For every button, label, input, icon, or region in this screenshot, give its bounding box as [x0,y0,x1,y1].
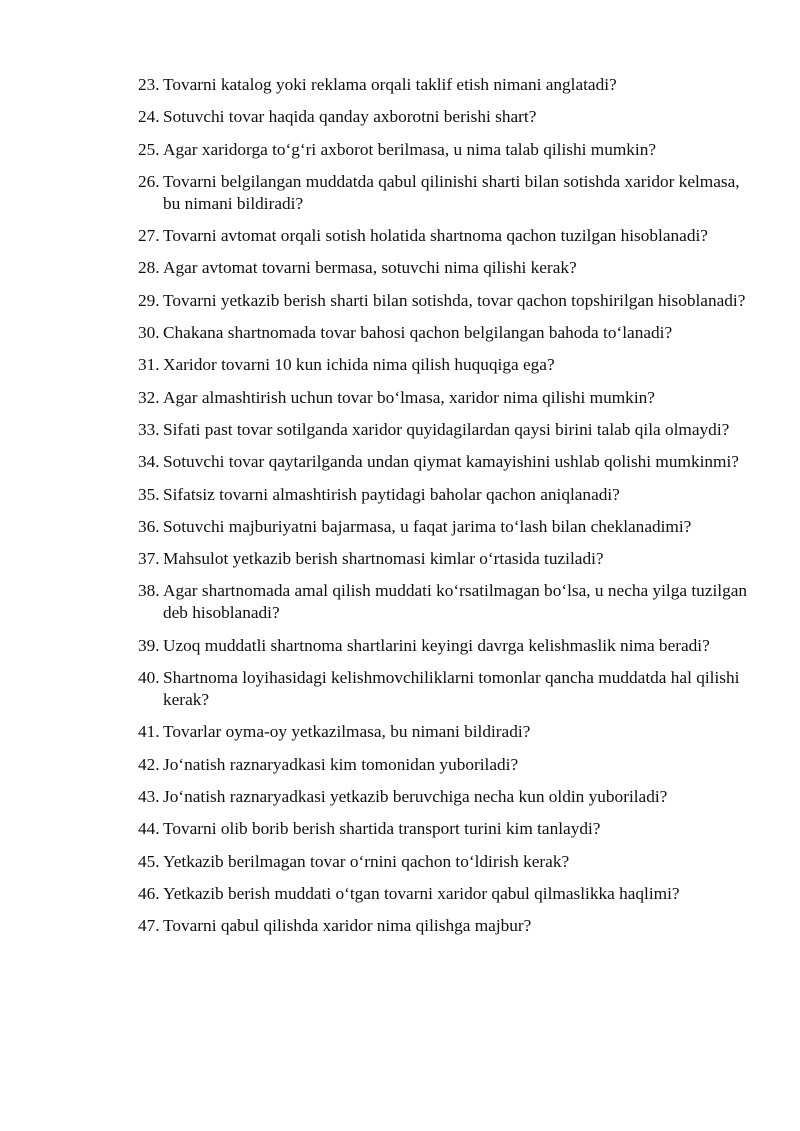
question-text: Yetkazib berish muddati o‘tgan tovarni xaridor qabul qilmaslikka haqlimi? [163,883,680,903]
question-number: 42. [138,754,160,774]
question-item [138,635,748,657]
question-text: Tovarni olib borib berish shartida transport turini kim tanlaydi? [163,819,601,839]
question-text: Sifati past tovar sotilganda xaridor quyidagilardan qaysi birini talab qila olmaydi? [163,419,730,439]
question-number: 40. [138,668,160,688]
question-item [138,754,748,776]
question-number: 45. [138,851,160,871]
question-text: Tovarni qabul qilishda xaridor nima qilishga majbur? [163,916,532,936]
question-item [138,451,748,473]
question-item [138,354,748,376]
question-item [138,667,748,711]
question-text: Xaridor tovarni 10 kun ichida nima qilish huquqiga ega? [163,355,555,375]
question-text: Sifatsiz tovarni almashtirish paytidagi baholar qachon aniqlanadi? [163,484,620,504]
question-item [138,721,748,743]
question-item [138,484,748,506]
question-text: Yetkazib berilmagan tovar o‘rnini qachon to‘ldirish kerak? [163,851,570,871]
question-number: 41. [138,722,160,742]
question-list [138,74,748,947]
question-number: 29. [138,290,160,310]
question-text: Agar avtomat tovarni bermasa, sotuvchi nima qilishi kerak? [163,258,577,278]
question-text: Tovarni avtomat orqali sotish holatida shartnoma qachon tuzilgan hisoblanadi? [163,226,708,246]
question-text: Chakana shartnomada tovar bahosi qachon belgilangan bahoda to‘lanadi? [163,323,673,343]
question-item [138,851,748,873]
question-item [138,786,748,808]
question-item [138,171,748,215]
question-item [138,883,748,905]
question-number: 34. [138,452,160,472]
question-number: 43. [138,786,160,806]
question-text: Agar almashtirish uchun tovar bo‘lmasa, xaridor nima qilishi mumkin? [163,387,655,407]
question-number: 23. [138,75,160,94]
question-text: Jo‘natish raznaryadkasi yetkazib beruvchiga necha kun oldin yuboriladi? [163,786,668,806]
question-text: Sotuvchi majburiyatni bajarmasa, u faqat jarima to‘lash bilan cheklanadimi? [163,516,692,536]
question-text: Tovarlar oyma-oy yetkazilmasa, bu nimani bildiradi? [163,722,531,742]
question-text: Uzoq muddatli shartnoma shartlarini keyingi davrga kelishmaslik nima beradi? [163,635,710,655]
question-number: 44. [138,819,160,839]
question-text: Sotuvchi tovar qaytarilganda undan qiymat kamayishini ushlab qolishi mumkinmi? [163,452,739,472]
question-number: 38. [138,581,160,601]
question-number: 32. [138,387,160,407]
question-text: Tovarni katalog yoki reklama orqali taklif etish nimani anglatadi? [163,75,617,94]
question-item [138,915,748,937]
question-number: 31. [138,355,160,375]
question-number: 47. [138,916,160,936]
question-item [138,516,748,538]
question-item [138,580,748,624]
question-number: 26. [138,171,160,191]
question-number: 37. [138,549,160,569]
question-text: Mahsulot yetkazib berish shartnomasi kimlar o‘rtasida tuziladi? [163,549,604,569]
question-item [138,387,748,409]
question-number: 27. [138,226,160,246]
question-number: 28. [138,258,160,278]
question-number: 30. [138,323,160,343]
question-text: Tovarni yetkazib berish sharti bilan sotishda, tovar qachon topshirilgan hisoblanadi? [163,290,746,310]
question-number: 33. [138,419,160,439]
question-item [138,225,748,247]
question-item [138,106,748,128]
question-item [138,548,748,570]
question-item [138,419,748,441]
question-text: Tovarni belgilangan muddatda qabul qilinishi sharti bilan sotishda xaridor kelmasa, bu nimani bildiradi? [163,171,740,213]
question-number: 36. [138,516,160,536]
question-text: Sotuvchi tovar haqida qanday axborotni berishi shart? [163,107,537,127]
question-item [138,139,748,161]
question-number: 25. [138,139,160,159]
question-text: Shartnoma loyihasidagi kelishmovchiliklarni tomonlar qancha muddatda hal qilishi kerak? [163,668,740,710]
question-number: 39. [138,635,160,655]
question-item [138,74,748,96]
question-item [138,322,748,344]
question-item [138,290,748,312]
question-item [138,818,748,840]
question-text: Agar shartnomada amal qilish muddati ko‘rsatilmagan bo‘lsa, u necha yilga tuzilgan deb hisoblanadi? [163,581,748,623]
question-number: 24. [138,107,160,127]
question-text: Jo‘natish raznaryadkasi kim tomonidan yuboriladi? [163,754,519,774]
question-number: 46. [138,883,160,903]
question-item [138,257,748,279]
question-number: 35. [138,484,160,504]
question-text: Agar xaridorga to‘g‘ri axborot berilmasa, u nima talab qilishi mumkin? [163,139,657,159]
